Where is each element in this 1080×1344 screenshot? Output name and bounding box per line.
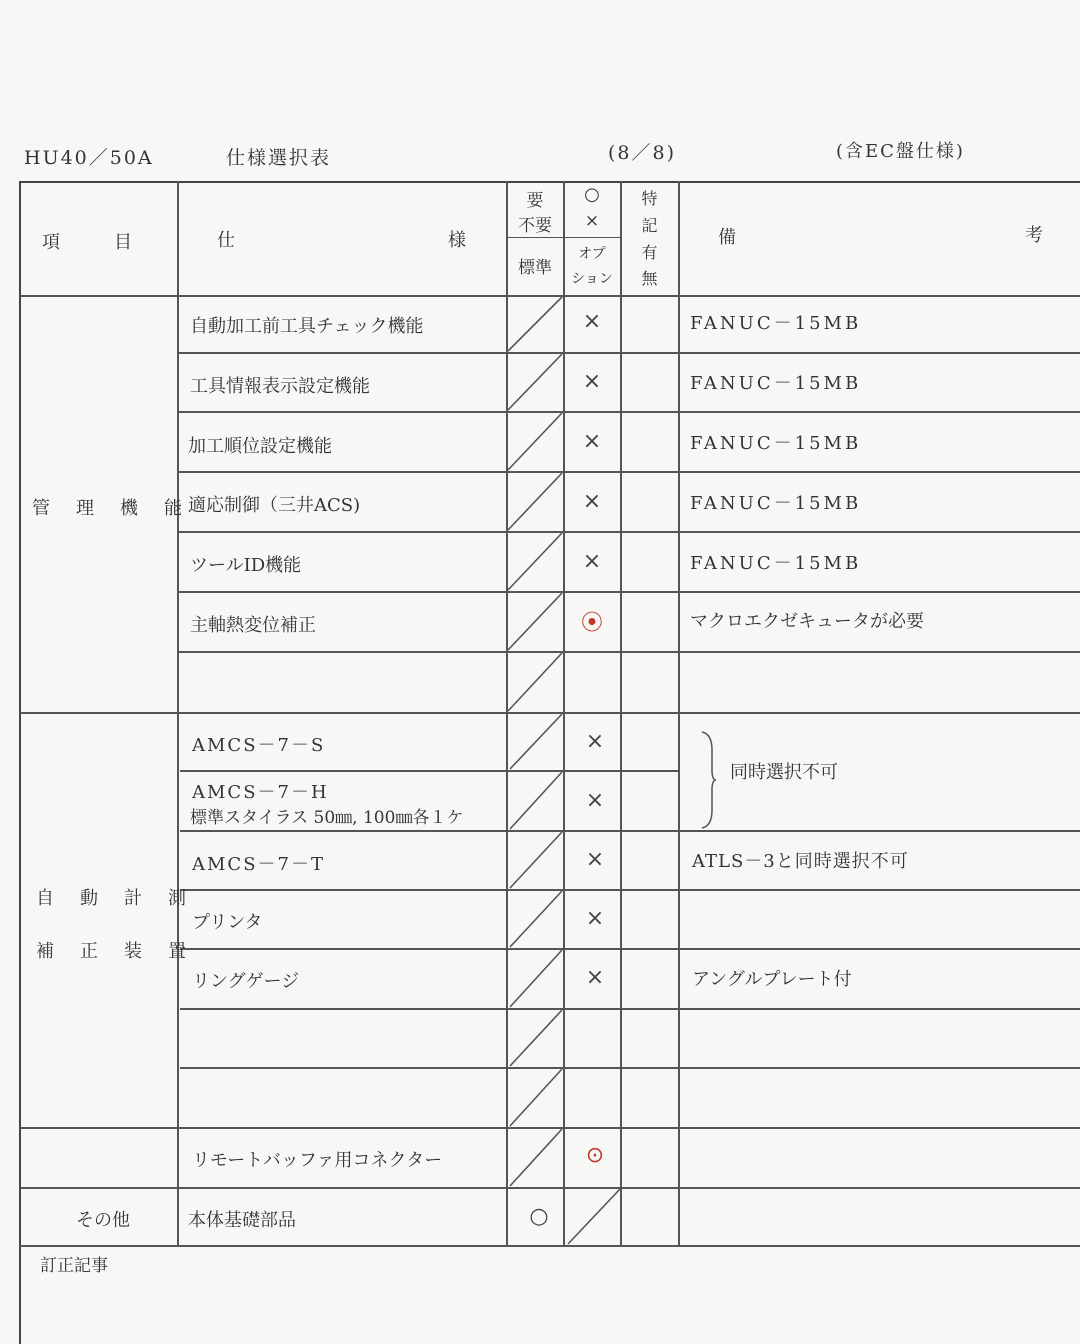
col-header-special-1: 特 xyxy=(641,189,658,208)
spec-cell: リングゲージ xyxy=(192,971,300,992)
spec-cell: ツールID機能 xyxy=(190,555,302,576)
col-header-req-mid: 不要 xyxy=(518,216,552,236)
spec-cell: 主軸熱変位補正 xyxy=(190,615,316,636)
remark-shared: 同時選択不可 xyxy=(730,762,838,783)
page-number: (8／8) xyxy=(608,142,677,164)
spec-cell: プリンタ xyxy=(192,912,263,933)
remark-cell: マクロエクゼキュータが必要 xyxy=(690,611,924,632)
remark-cell: FANUC－15MB xyxy=(690,433,862,454)
spec-cell: 自動加工前工具チェック機能 xyxy=(190,316,424,337)
col-header-item: 項 目 xyxy=(42,232,138,253)
col-header-spec-right: 様 xyxy=(448,230,466,251)
option-mark: × xyxy=(582,309,602,334)
remark-cell: アングルプレート付 xyxy=(692,969,852,990)
col-header-spec-left: 仕 xyxy=(217,230,235,251)
option-mark: × xyxy=(582,369,602,394)
option-mark-selected: ⦿ xyxy=(580,611,603,636)
remark-cell: FANUC－15MB xyxy=(690,553,862,574)
option-mark: × xyxy=(585,965,605,990)
col-header-req-top: 要 xyxy=(526,191,544,211)
spec-cell: AMCS－7－H xyxy=(192,782,329,803)
document-title: 仕様選択表 xyxy=(226,147,332,169)
group-label-management: 管 理 機 能 xyxy=(32,498,186,519)
correction-label: 訂正記事 xyxy=(40,1256,108,1276)
col-header-remarks-left: 備 xyxy=(718,227,736,248)
group-label-measure-2: 補 正 装 置 xyxy=(36,941,190,962)
remark-cell: FANUC－15MB xyxy=(690,373,862,394)
spec-cell: リモートバッファ用コネクター xyxy=(192,1150,443,1171)
spec-cell: AMCS－7－S xyxy=(192,735,326,756)
option-mark-selected: ⊙ xyxy=(585,1143,605,1168)
option-mark: × xyxy=(582,489,602,514)
col-header-opt-mid: × xyxy=(584,211,600,231)
col-header-opt-bottom2: ション xyxy=(571,271,613,287)
col-header-req-bottom: 標準 xyxy=(518,258,552,278)
spec-cell-sub: 標準スタイラス 50㎜, 100㎜各１ケ xyxy=(190,808,464,828)
option-mark: × xyxy=(582,429,602,454)
col-header-opt-bottom1: オプ xyxy=(578,246,606,262)
model-number: HU40／50A xyxy=(24,147,154,169)
remark-cell: FANUC－15MB xyxy=(690,313,862,334)
remark-cell: ATLS－3と同時選択不可 xyxy=(692,851,909,872)
spec-cell: AMCS－7－T xyxy=(192,854,325,875)
col-header-special-3: 有 xyxy=(641,243,658,262)
spec-cell: 工具情報表示設定機能 xyxy=(190,376,370,397)
spec-cell: 本体基礎部品 xyxy=(188,1210,296,1231)
spec-cell: 加工順位設定機能 xyxy=(188,436,332,457)
group-label-other: その他 xyxy=(76,1210,130,1231)
col-header-opt-top: ○ xyxy=(584,184,600,205)
remark-cell: FANUC－15MB xyxy=(690,493,862,514)
col-header-remarks-right: 考 xyxy=(1025,225,1043,246)
ec-note: (含EC盤仕様) xyxy=(836,141,965,162)
col-header-special-4: 無 xyxy=(641,269,658,288)
standard-mark: ○ xyxy=(529,1204,549,1229)
option-mark: × xyxy=(585,729,605,754)
col-header-special-2: 記 xyxy=(641,216,658,235)
option-mark: × xyxy=(585,906,605,931)
group-label-measure-1: 自 動 計 測 xyxy=(36,888,190,909)
spec-cell: 適応制御（三井ACS) xyxy=(188,495,361,516)
option-mark: × xyxy=(585,847,605,872)
option-mark: × xyxy=(585,788,605,813)
option-mark: × xyxy=(582,549,602,574)
